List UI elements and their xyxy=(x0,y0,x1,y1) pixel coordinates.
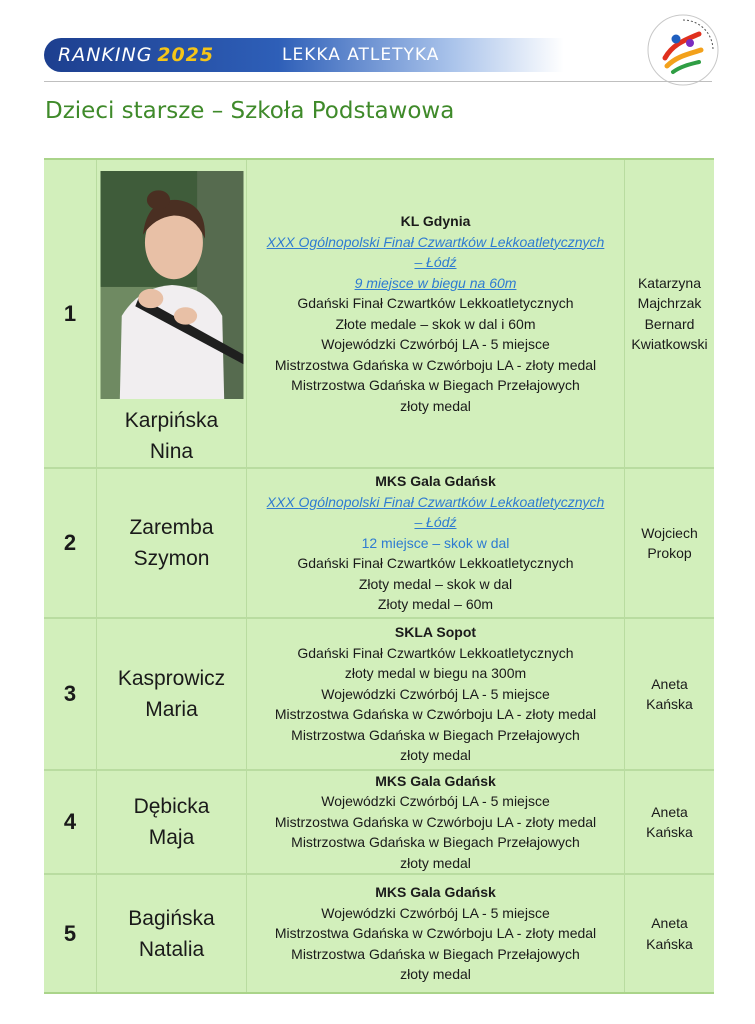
athlete-firstname: Maria xyxy=(145,698,198,721)
achievement-line: Złoty medal – 60m xyxy=(377,596,494,613)
athlete-cell xyxy=(97,771,247,873)
rank-cell: 1 xyxy=(44,160,97,467)
athlete-firstname: Natalia xyxy=(138,937,205,961)
achievement-line: Wojewódzki Czwórbój LA - 5 miejsce xyxy=(321,793,550,810)
coach-line: Aneta xyxy=(651,915,688,931)
coach-cell xyxy=(625,875,714,992)
athlete-cell xyxy=(97,619,247,769)
achievement-link[interactable]: 9 miejsce w biegu na 60m xyxy=(354,274,517,291)
achievements-cell xyxy=(247,875,625,992)
achievement-line: Mistrzostwa Gdańska w Biegach Przełajowych xyxy=(291,945,580,962)
coach-line: Prokop xyxy=(647,545,692,561)
coach-line: Aneta xyxy=(651,803,688,820)
ranking-table xyxy=(44,158,714,994)
achievement-line: Mistrzostwa Gdańska w Biegach Przełajowych xyxy=(291,834,580,851)
achievement-line: Wojewódzki Czwórbój LA - 5 miejsce xyxy=(321,904,550,921)
achievements-cell xyxy=(247,469,625,617)
achievement-link[interactable]: XXX Ogólnopolski Finał Czwartków Lekkoatletycznych xyxy=(266,233,605,250)
table-row xyxy=(44,160,714,469)
rank-cell: 4 xyxy=(44,771,97,873)
coach-line: Wojciech xyxy=(641,524,698,541)
ranking-title: RANKING 2025 xyxy=(58,44,215,66)
achievement-line: Mistrzostwa Gdańska w Biegach Przełajowych xyxy=(291,377,580,393)
achievement-link[interactable]: – Łódź xyxy=(414,254,457,270)
achievement-line: Złoty medal – skok w dal xyxy=(358,575,513,592)
page-subtitle: Dzieci starsze – Szkoła Podstawowa xyxy=(45,98,455,124)
rank-cell: 2 xyxy=(44,469,97,617)
coach-line: Kańska xyxy=(646,935,693,952)
achievement-line: Mistrzostwa Gdańska w Czwórboju LA - złoty medal xyxy=(274,813,597,830)
ranking-banner xyxy=(44,38,564,72)
rank-cell: 5 xyxy=(44,875,97,992)
achievement-line: Mistrzostwa Gdańska w Czwórboju LA - złoty medal xyxy=(274,706,597,723)
achievement-line: złoty medal xyxy=(400,854,471,871)
achievement-line: Mistrzostwa Gdańska w Czwórboju LA - złoty medal xyxy=(274,356,597,373)
club-name: KL Gdynia xyxy=(400,213,471,229)
achievement-link[interactable]: XXX Ogólnopolski Finał Czwartków Lekkoatletycznych xyxy=(266,493,605,510)
coach-line: Katarzyna xyxy=(637,274,702,291)
coach-line: Majchrzak xyxy=(637,295,702,311)
athlete-surname: Kasprowicz xyxy=(117,667,226,690)
athlete-cell xyxy=(97,160,247,467)
achievement-line: Złote medale – skok w dal i 60m xyxy=(335,315,536,332)
coach-line: Kańska xyxy=(646,824,693,840)
achievement-line: 12 miejsce – skok w dal xyxy=(361,534,510,551)
achievement-line: Mistrzostwa Gdańska w Biegach Przełajowych xyxy=(291,726,580,743)
achievement-line: Wojewódzki Czwórbój LA - 5 miejsce xyxy=(321,336,550,352)
achievement-line: Gdański Finał Czwartków Lekkoatletycznych xyxy=(297,644,574,661)
coach-cell xyxy=(625,771,714,873)
coach-cell xyxy=(625,160,714,467)
achievements-cell xyxy=(247,619,625,769)
achievements-cell xyxy=(247,771,625,873)
rank-cell: 3 xyxy=(44,619,97,769)
athlete-firstname: Nina xyxy=(149,440,194,463)
athlete-surname: Dębicka xyxy=(133,795,210,818)
athlete-photo xyxy=(98,171,246,399)
table-row xyxy=(44,619,714,771)
athlete-firstname: Maja xyxy=(148,826,195,849)
achievement-line: złoty medal w biegu na 300m xyxy=(344,665,527,682)
athlete-cell xyxy=(97,875,247,992)
club-name: MKS Gala Gdańsk xyxy=(375,884,496,901)
table-row xyxy=(44,771,714,875)
coach-line: Kańska xyxy=(646,696,693,712)
school-sports-logo xyxy=(645,12,721,88)
athlete-surname: Karpińska xyxy=(124,409,219,432)
achievement-link[interactable]: – Łódź xyxy=(414,514,457,531)
achievement-line: Gdański Finał Czwartków Lekkoatletycznych xyxy=(297,295,574,311)
coach-line: Kwiatkowski xyxy=(631,336,708,352)
coach-line: Bernard xyxy=(644,315,695,332)
club-name: MKS Gala Gdańsk xyxy=(375,473,496,490)
athlete-surname: Bagińska xyxy=(128,906,215,930)
header-divider xyxy=(44,81,712,82)
achievement-line: Wojewódzki Czwórbój LA - 5 miejsce xyxy=(321,685,550,702)
achievement-line: złoty medal xyxy=(400,397,471,414)
achievement-line: złoty medal xyxy=(400,747,471,764)
table-row xyxy=(44,469,714,619)
coach-line: Aneta xyxy=(651,675,688,692)
table-row xyxy=(44,875,714,992)
achievement-line: Mistrzostwa Gdańska w Czwórboju LA - złoty medal xyxy=(274,925,597,942)
achievement-line: Gdański Finał Czwartków Lekkoatletycznych xyxy=(297,555,574,572)
club-name: MKS Gala Gdańsk xyxy=(375,772,496,789)
coach-cell xyxy=(625,619,714,769)
club-name: SKLA Sopot xyxy=(394,624,477,641)
achievements-cell xyxy=(247,160,625,467)
athlete-firstname: Szymon xyxy=(133,547,210,570)
achievement-line: złoty medal xyxy=(400,966,471,983)
sport-title: LEKKA ATLETYKA xyxy=(282,45,440,65)
coach-cell xyxy=(625,469,714,617)
athlete-surname: Zaremba xyxy=(129,516,214,539)
athlete-cell xyxy=(97,469,247,617)
